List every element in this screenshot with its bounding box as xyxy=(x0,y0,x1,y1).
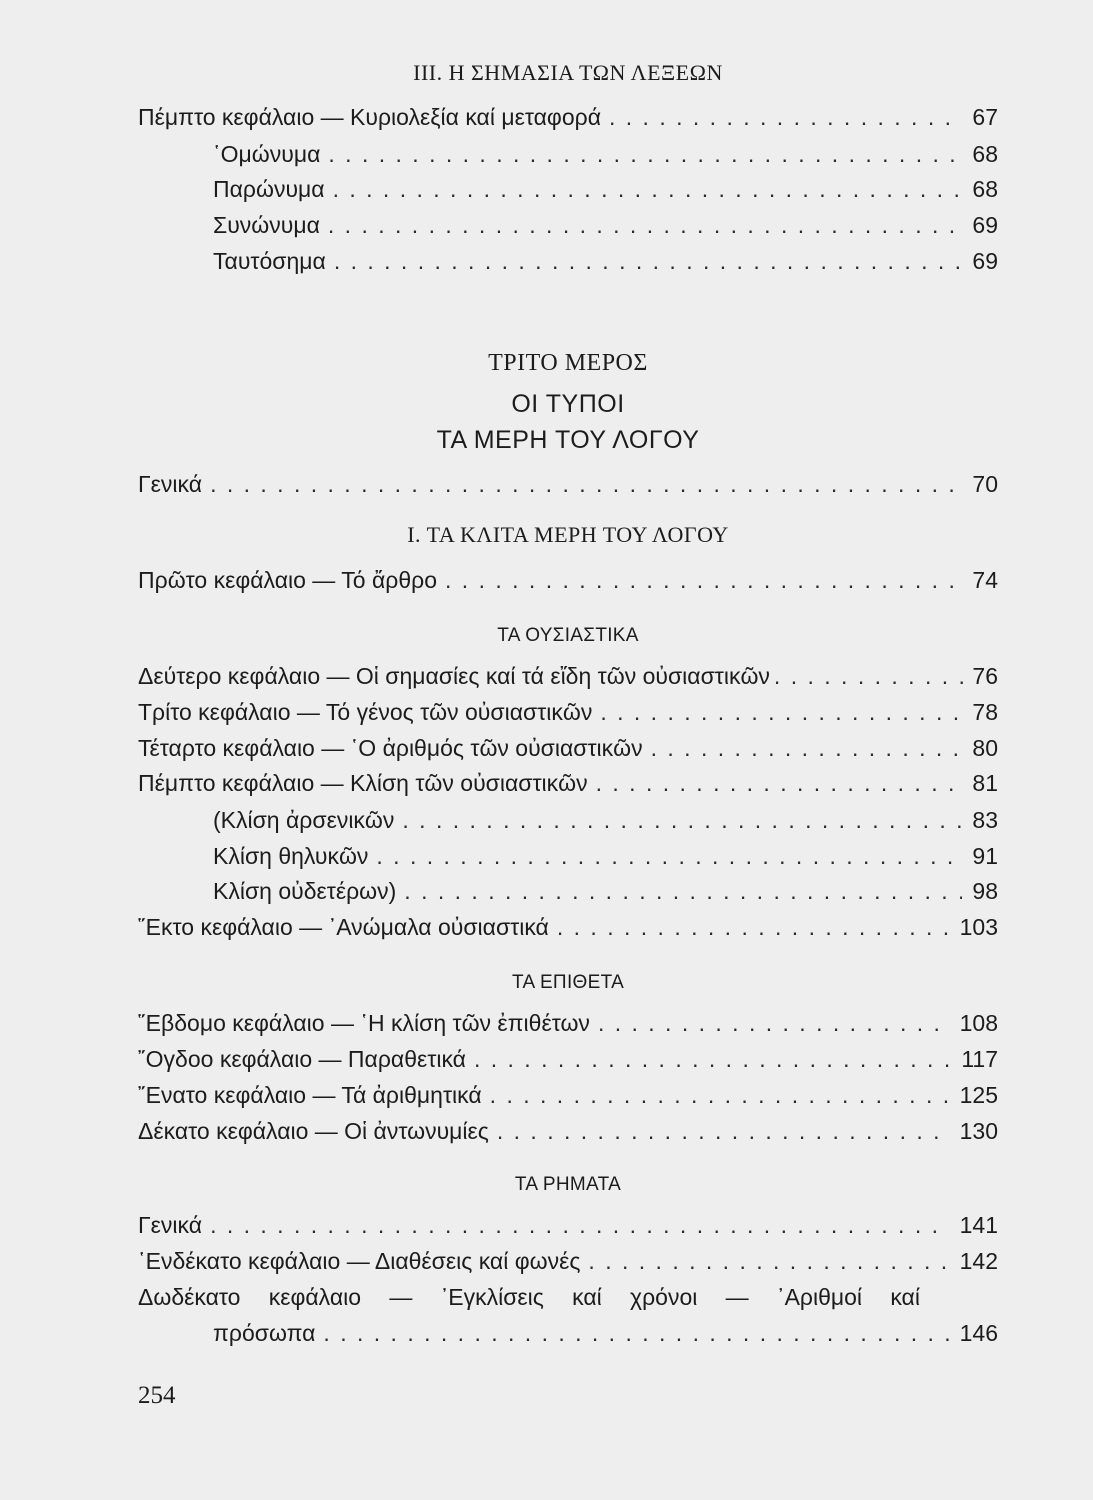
toc-entry[interactable] xyxy=(138,1116,998,1146)
toc-entry-page: 69 xyxy=(972,248,998,274)
toc-entry-page: 117 xyxy=(961,1046,998,1072)
toc-entry[interactable] xyxy=(138,1246,998,1276)
word: κεφάλαιο xyxy=(268,1284,362,1310)
leader-dots xyxy=(210,1210,950,1240)
toc-entry[interactable] xyxy=(213,139,998,169)
toc-entry[interactable] xyxy=(138,469,998,499)
toc-entry[interactable] xyxy=(138,697,998,727)
toc-entry-page: 146 xyxy=(959,1320,998,1346)
toc-entry-page: 68 xyxy=(972,176,998,202)
toc-entry-page: 81 xyxy=(972,770,998,796)
toc-entry-page: 91 xyxy=(972,843,998,869)
toc-entry-title: Δέκατο κεφάλαιο — Οἱ ἀντωνυμίες xyxy=(138,1118,489,1144)
leader-dots xyxy=(596,768,963,798)
word: καί xyxy=(890,1284,920,1310)
toc-entry-page: 142 xyxy=(959,1248,998,1274)
toc-entry-title: Κλίση θηλυκῶν xyxy=(213,843,369,869)
leader-dots xyxy=(328,210,963,240)
toc-entry-page: 108 xyxy=(959,1010,998,1036)
toc-entry-title: Κλίση οὐδετέρων) xyxy=(213,878,397,904)
word: ᾿Εγκλίσεις xyxy=(440,1284,544,1310)
toc-entry-page: 68 xyxy=(972,141,998,167)
leader-dots xyxy=(402,805,962,835)
leader-dots xyxy=(497,1116,950,1146)
leader-dots xyxy=(333,174,963,204)
toc-entry-page: 70 xyxy=(972,471,998,497)
toc-entry-title: Ταυτόσημα xyxy=(213,248,326,274)
part-subheading-forms: ΟΙ ΤΥΠΟΙ xyxy=(511,390,625,418)
toc-entry[interactable] xyxy=(213,246,998,276)
leader-dots xyxy=(328,139,962,169)
subsection-heading-adjectives: ΤΑ ΕΠΙΘΕΤΑ xyxy=(511,972,625,993)
leader-dots xyxy=(210,469,962,499)
toc-entry[interactable] xyxy=(138,1008,998,1038)
toc-entry-page: 76 xyxy=(972,663,998,689)
toc-entry[interactable] xyxy=(138,1210,998,1240)
toc-entry-page: 98 xyxy=(972,878,998,904)
toc-entry-title: ῎Ενατο κεφάλαιο — Τά ἀριθμητικά xyxy=(138,1082,482,1108)
toc-entry-title: Τέταρτο κεφάλαιο — ῾Ο ἀριθμός τῶν οὐσιαστικῶν xyxy=(138,735,643,761)
part-heading: ΤΡΙΤΟ ΜΕΡΟΣ xyxy=(488,350,648,376)
toc-entry-twelfth-chapter[interactable] xyxy=(138,1282,920,1312)
toc-entry-page: 130 xyxy=(959,1118,998,1144)
toc-entry[interactable] xyxy=(138,912,998,942)
toc-entry-page: 103 xyxy=(959,914,998,940)
toc-entry[interactable] xyxy=(138,661,998,691)
toc-entry-title: Γενικά xyxy=(138,1212,203,1238)
toc-entry[interactable] xyxy=(138,565,998,595)
toc-entry-title: Γενικά xyxy=(138,471,203,497)
toc-entry-continuation[interactable] xyxy=(213,1318,998,1348)
leader-dots xyxy=(774,661,966,691)
toc-entry-page: 74 xyxy=(972,567,998,593)
leader-dots xyxy=(557,912,950,942)
word: χρόνοι xyxy=(630,1284,698,1310)
toc-entry-title: Πρῶτο κεφάλαιο — Τό ἄρθρο xyxy=(138,567,438,593)
section-heading-meaning-of-words: III. Η ΣΗΜΑΣΙΑ ΤΩΝ ΛΕΞΕΩΝ xyxy=(413,60,723,85)
leader-dots xyxy=(404,876,962,906)
toc-entry-title: ῎Ογδοο κεφάλαιο — Παραθετικά xyxy=(138,1046,466,1072)
subsection-heading-nouns: ΤΑ ΟΥΣΙΑΣΤΙΚΑ xyxy=(497,625,639,646)
toc-entry-title: ῾Ενδέκατο κεφάλαιο — Διαθέσεις καί φωνές xyxy=(138,1248,581,1274)
word: καί xyxy=(572,1284,602,1310)
leader-dots xyxy=(490,1080,950,1110)
leader-dots xyxy=(474,1044,951,1074)
toc-entry-page: 78 xyxy=(972,699,998,725)
leader-dots xyxy=(651,733,963,763)
toc-entry-title: Πέμπτο κεφάλαιο — Κλίση τῶν οὐσιαστικῶν xyxy=(138,770,588,796)
toc-entry-title: (Κλίση ἀρσενικῶν xyxy=(213,807,395,833)
leader-dots xyxy=(323,1318,949,1348)
toc-entry[interactable] xyxy=(213,805,998,835)
toc-entry[interactable] xyxy=(138,102,998,132)
toc-entry[interactable] xyxy=(213,174,998,204)
toc-entry[interactable] xyxy=(138,733,998,763)
toc-entry-page: 67 xyxy=(972,104,998,130)
toc-entry[interactable] xyxy=(138,1080,998,1110)
toc-entry-title: Δεύτερο κεφάλαιο — Οἱ σημασίες καί τά εἴδη τῶν οὐσιαστικῶν xyxy=(138,663,770,689)
word: — xyxy=(725,1284,749,1310)
toc-entry-page: 125 xyxy=(959,1082,998,1108)
toc-entry-title: Τρίτο κεφάλαιο — Τό γένος τῶν οὐσιαστικῶν xyxy=(138,699,593,725)
leader-dots xyxy=(334,246,963,276)
toc-entry-title: ῞Εβδομο κεφάλαιο — ῾Η κλίση τῶν ἐπιθέτων xyxy=(138,1010,590,1036)
toc-entry[interactable] xyxy=(213,210,998,240)
word: Δωδέκατο xyxy=(138,1284,241,1310)
leader-dots xyxy=(445,565,962,595)
word: ᾿Αριθμοί xyxy=(776,1284,863,1310)
toc-entry-page: 83 xyxy=(972,807,998,833)
toc-entry-page: 80 xyxy=(972,735,998,761)
word: — xyxy=(389,1284,413,1310)
toc-entry-page: 69 xyxy=(972,212,998,238)
toc-entry-title: Πέμπτο κεφάλαιο — Κυριολεξία καί μεταφορά xyxy=(138,104,601,130)
leader-dots xyxy=(376,841,962,871)
leader-dots xyxy=(609,102,962,132)
leader-dots xyxy=(598,1008,950,1038)
toc-entry-title: Συνώνυμα xyxy=(213,212,320,238)
subsection-heading-verbs: ΤΑ ΡΗΜΑΤΑ xyxy=(514,1174,622,1195)
toc-entry[interactable] xyxy=(138,1044,998,1074)
toc-entry-page: 141 xyxy=(959,1212,998,1238)
leader-dots xyxy=(600,697,962,727)
page-number: 254 xyxy=(138,1382,176,1409)
section-heading-inflected-parts: Ι. ΤΑ ΚΛΙΤΑ ΜΕΡΗ ΤΟΥ ΛΟΓΟΥ xyxy=(407,522,729,547)
toc-entry[interactable] xyxy=(138,768,998,798)
toc-entry-title: πρόσωπα xyxy=(213,1320,316,1346)
toc-entry-title: Παρώνυμα xyxy=(213,176,325,202)
toc-entry[interactable] xyxy=(213,876,998,906)
toc-entry-title: ῾Ομώνυμα xyxy=(213,141,321,167)
part-subheading-parts-of-speech: ΤΑ ΜΕΡΗ ΤΟΥ ΛΟΓΟΥ xyxy=(436,426,700,454)
toc-entry[interactable] xyxy=(213,841,998,871)
toc-entry-title: ῞Εκτο κεφάλαιο — ᾿Ανώμαλα οὐσιαστικά xyxy=(138,914,549,940)
leader-dots xyxy=(588,1246,949,1276)
